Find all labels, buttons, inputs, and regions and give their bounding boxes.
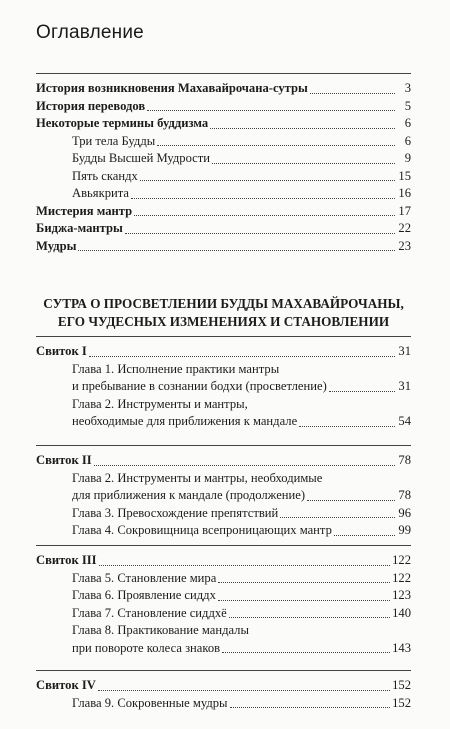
- entry-title: Биджа-мантры: [36, 221, 123, 235]
- entry-title: Свиток I: [36, 344, 87, 358]
- entry-title: Глава 7. Становление сиддхё: [72, 605, 227, 620]
- dot-leader: [310, 92, 395, 94]
- sutra-title: [36, 295, 411, 331]
- toc-entry[interactable]: [36, 150, 411, 168]
- entry-title: Авьякрита: [72, 186, 129, 200]
- dot-leader: [131, 197, 395, 199]
- page-number: 15: [398, 168, 411, 183]
- page-number: 3: [404, 81, 411, 95]
- sutra-title-line-2: ЕГО ЧУДЕСНЫХ ИЗМЕНЕНИЯХ И СТАНОВЛЕНИИ: [57, 314, 390, 329]
- toc-entry[interactable]: [36, 220, 411, 238]
- chapter-entry[interactable]: [36, 361, 411, 379]
- entry-title: Свиток II: [36, 453, 92, 467]
- dot-leader: [78, 249, 395, 251]
- dot-leader: [140, 179, 395, 181]
- toc-entry[interactable]: [36, 80, 411, 98]
- entry-title: Глава 6. Проявление сиддх: [72, 588, 216, 602]
- section-rule: [36, 545, 411, 546]
- entry-title: Глава 1. Исполнение практики мантры: [72, 361, 280, 376]
- entry-title: Глава 9. Сокровенные мудры: [72, 695, 228, 710]
- entry-title: Некоторые термины буддизма: [36, 116, 209, 130]
- entry-title: Глава 2. Инструменты и мантры,: [72, 396, 248, 411]
- top-rule: [36, 73, 411, 74]
- toc-entry[interactable]: [36, 133, 411, 151]
- page-number: 31: [398, 379, 411, 393]
- entry-title: Мудры: [36, 238, 77, 253]
- page-number: 54: [398, 414, 411, 428]
- dot-leader: [218, 599, 390, 601]
- dot-leader: [157, 144, 395, 146]
- dot-leader: [329, 390, 395, 392]
- toc-entry[interactable]: [36, 238, 411, 256]
- dot-leader: [125, 232, 395, 234]
- chapter-entry[interactable]: [36, 413, 411, 431]
- page-number: 6: [404, 116, 411, 130]
- chapter-entry[interactable]: [36, 378, 411, 396]
- dot-leader: [299, 425, 395, 427]
- section-rule: [36, 336, 411, 337]
- toc-entry[interactable]: [36, 168, 411, 186]
- page-number: 23: [398, 238, 411, 253]
- entry-title: Пять скандх: [72, 168, 138, 183]
- dot-leader: [334, 534, 395, 536]
- dot-leader: [134, 214, 395, 216]
- entry-title: для приближения к мандале (продолжение): [72, 488, 306, 502]
- entry-title: Мистерия мантр: [36, 203, 133, 218]
- page-number: 9: [404, 151, 411, 165]
- page-number: 16: [398, 186, 411, 200]
- page-number: 17: [398, 203, 411, 218]
- page-number: 96: [398, 505, 411, 520]
- dot-leader: [210, 127, 395, 129]
- dot-leader: [280, 516, 395, 518]
- chapter-entry[interactable]: [36, 622, 411, 640]
- page-number: 143: [392, 640, 411, 655]
- page-number: 78: [398, 453, 411, 467]
- entry-title: и пребывание в сознании бодхи (просветление): [72, 379, 327, 393]
- page-heading: Оглавление: [36, 22, 144, 43]
- scroll-entry[interactable]: [36, 552, 411, 570]
- scroll-section: [36, 343, 411, 431]
- chapter-entry[interactable]: [36, 640, 411, 658]
- chapter-entry[interactable]: [36, 487, 411, 505]
- entry-title: необходимые для приближения к мандале: [72, 414, 298, 428]
- dot-leader: [218, 581, 390, 583]
- entry-title: Три тела Будды: [72, 133, 156, 148]
- entry-title: История возникновения Махавайрочана-сутры: [36, 81, 308, 95]
- chapter-entry[interactable]: [36, 695, 411, 713]
- toc-entry[interactable]: [36, 203, 411, 221]
- entry-title: при повороте колеса знаков: [72, 640, 221, 655]
- chapter-entry[interactable]: [36, 470, 411, 488]
- dot-leader: [230, 706, 391, 708]
- dot-leader: [99, 564, 391, 566]
- page-number: 152: [392, 695, 411, 710]
- dot-leader: [147, 109, 395, 111]
- section-rule: [36, 670, 411, 671]
- entry-title: История переводов: [36, 98, 146, 113]
- toc-entry[interactable]: [36, 115, 411, 133]
- entry-title: Глава 8. Практикование мандалы: [72, 623, 249, 637]
- dot-leader: [89, 355, 395, 357]
- page-number: 152: [392, 678, 411, 692]
- scroll-entry[interactable]: [36, 452, 411, 470]
- page-number: 78: [398, 488, 411, 502]
- page-number: 22: [398, 221, 411, 235]
- scroll-entry[interactable]: [36, 343, 411, 361]
- entry-title: Глава 2. Инструменты и мантры, необходимые: [72, 470, 323, 485]
- sutra-title-line-1: СУТРА О ПРОСВЕТЛЕНИИ БУДДЫ МАХАВАЙРОЧАНЫ,: [43, 296, 404, 311]
- page-number: 123: [392, 588, 411, 602]
- entry-title: Глава 5. Становление мира: [72, 570, 217, 585]
- chapter-entry[interactable]: [36, 505, 411, 523]
- chapter-entry[interactable]: [36, 522, 411, 540]
- entry-title: Будды Высшей Мудрости: [72, 151, 211, 165]
- chapter-entry[interactable]: [36, 605, 411, 623]
- chapter-entry[interactable]: [36, 396, 411, 414]
- dot-leader: [94, 464, 395, 466]
- scroll-section: [36, 677, 411, 712]
- page-number: 31: [398, 344, 411, 358]
- scroll-section: [36, 552, 411, 657]
- page-number: 99: [398, 523, 411, 537]
- entry-title: Свиток IV: [36, 678, 96, 692]
- page-number: 6: [404, 133, 411, 148]
- chapter-entry[interactable]: [36, 587, 411, 605]
- chapter-entry[interactable]: [36, 570, 411, 588]
- page-number: 140: [392, 605, 411, 620]
- page-number: 5: [404, 98, 411, 113]
- dot-leader: [222, 651, 390, 653]
- section-rule: [36, 445, 411, 446]
- page-number: 122: [392, 570, 411, 585]
- scroll-entry[interactable]: [36, 677, 411, 695]
- dot-leader: [212, 162, 395, 164]
- toc-entry[interactable]: [36, 98, 411, 116]
- scroll-section: [36, 452, 411, 540]
- dot-leader: [307, 499, 395, 501]
- dot-leader: [98, 689, 390, 691]
- entry-title: Глава 4. Сокровищница всепроницающих мантр: [72, 523, 332, 537]
- dot-leader: [229, 616, 390, 618]
- toc-entry[interactable]: [36, 185, 411, 203]
- entry-title: Свиток III: [36, 553, 97, 567]
- page-number: 122: [392, 553, 411, 567]
- entry-title: Глава 3. Превосхождение препятствий: [72, 505, 279, 520]
- intro-toc: [36, 80, 411, 255]
